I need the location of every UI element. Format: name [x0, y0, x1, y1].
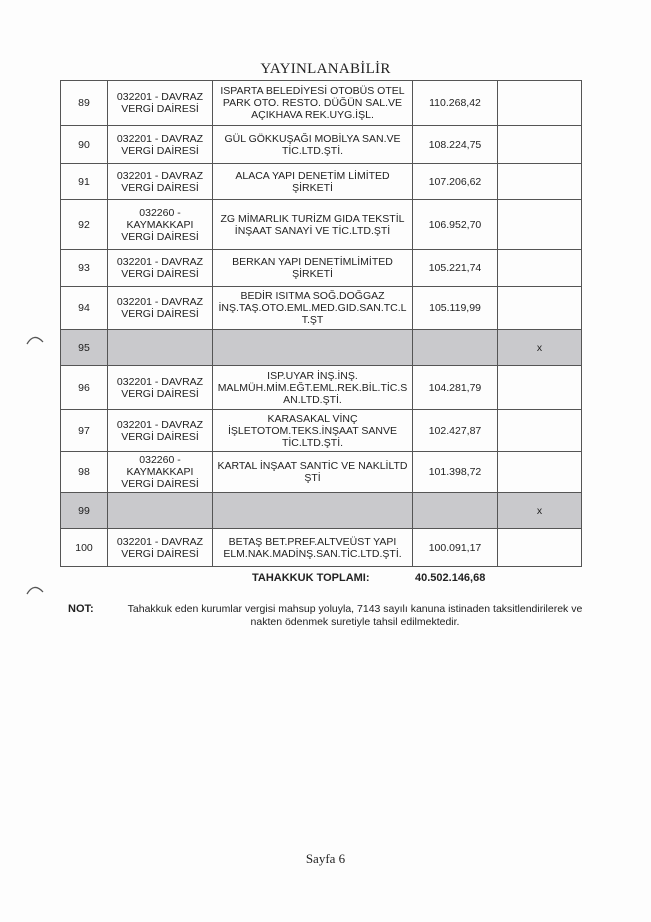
row-number: 96: [61, 366, 108, 410]
mark: x: [498, 493, 582, 529]
company-name: GÜL GÖKKUŞAĞI MOBİLYA SAN.VE TİC.LTD.ŞTİ.: [213, 126, 413, 164]
table-row: [61, 366, 582, 410]
row-number: 89: [61, 81, 108, 126]
total-label: TAHAKKUK TOPLAMI:: [252, 572, 370, 584]
tax-office: 032260 - KAYMAKKAPI VERGİ DAİRESİ: [108, 452, 213, 493]
mark: [498, 452, 582, 493]
note-text: Tahakkuk eden kurumlar vergisi mahsup yoluyla, 7143 sayılı kanuna istinaden taksitlendirilerek ve nakten ödenmek suretiyle tahsil edilmektedir.: [127, 603, 583, 628]
table-row: [61, 529, 582, 567]
table-row: [61, 126, 582, 164]
tax-office: [108, 493, 213, 529]
table-row-excluded: [61, 330, 582, 366]
total-value: 40.502.146,68: [415, 572, 486, 584]
mark: [498, 164, 582, 200]
amount: 105.221,74: [413, 250, 498, 287]
tax-office: 032201 - DAVRAZ VERGİ DAİRESİ: [108, 81, 213, 126]
amount: 110.268,42: [413, 81, 498, 126]
company-name: ISPARTA BELEDİYESİ OTOBÜS OTEL PARK OTO. RESTO. DÜĞÜN SAL.VE AÇIKHAVA REK.UYG.İŞL.: [213, 81, 413, 126]
table-row: [61, 287, 582, 330]
tax-office: 032201 - DAVRAZ VERGİ DAİRESİ: [108, 126, 213, 164]
tax-office: 032260 - KAYMAKKAPI VERGİ DAİRESİ: [108, 200, 213, 250]
table-row: [61, 200, 582, 250]
company-name: ISP.UYAR İNŞ.İNŞ. MALMÜH.MİM.EĞT.EML.REK.BİL.TİC.S AN.LTD.ŞTİ.: [213, 366, 413, 410]
amount: 101.398,72: [413, 452, 498, 493]
company-name: BERKAN YAPI DENETİMLİMİTED ŞİRKETİ: [213, 250, 413, 287]
amount: 106.952,70: [413, 200, 498, 250]
row-number: 92: [61, 200, 108, 250]
row-number: 97: [61, 410, 108, 452]
mark: [498, 200, 582, 250]
company-name: [213, 330, 413, 366]
company-name: [213, 493, 413, 529]
company-name: ZG MİMARLIK TURİZM GIDA TEKSTİL İNŞAAT SANAYİ VE TİC.LTD.ŞTİ: [213, 200, 413, 250]
note-label: NOT:: [68, 603, 94, 615]
company-name: BETAŞ BET.PREF.ALTVEÜST YAPI ELM.NAK.MADİNŞ.SAN.TİC.LTD.ŞTİ.: [213, 529, 413, 567]
tax-office: 032201 - DAVRAZ VERGİ DAİRESİ: [108, 366, 213, 410]
tax-office: [108, 330, 213, 366]
punch-hole-mark-icon: [25, 582, 45, 596]
punch-hole-mark-icon: [25, 332, 45, 346]
mark: [498, 410, 582, 452]
mark: [498, 81, 582, 126]
company-name: KARASAKAL VİNÇ İŞLETOTOM.TEKS.İNŞAAT SANVE TİC.LTD.ŞTİ.: [213, 410, 413, 452]
table-row: [61, 250, 582, 287]
row-number: 95: [61, 330, 108, 366]
mark: x: [498, 330, 582, 366]
mark: [498, 366, 582, 410]
page-number: Sayfa 6: [305, 851, 346, 866]
row-number: 100: [61, 529, 108, 567]
mark: [498, 126, 582, 164]
tax-table: [60, 80, 582, 567]
company-name: BEDİR ISITMA SOĞ.DOĞGAZ İNŞ.TAŞ.OTO.EML.MED.GID.SAN.TC.L T.ŞT: [213, 287, 413, 330]
amount: 100.091,17: [413, 529, 498, 567]
tax-office: 032201 - DAVRAZ VERGİ DAİRESİ: [108, 164, 213, 200]
tax-office: 032201 - DAVRAZ VERGİ DAİRESİ: [108, 410, 213, 452]
amount: 107.206,62: [413, 164, 498, 200]
row-number: 90: [61, 126, 108, 164]
mark: [498, 287, 582, 330]
mark: [498, 250, 582, 287]
tax-office: 032201 - DAVRAZ VERGİ DAİRESİ: [108, 529, 213, 567]
amount: [413, 330, 498, 366]
tax-office: 032201 - DAVRAZ VERGİ DAİRESİ: [108, 287, 213, 330]
company-name: ALACA YAPI DENETİM LİMİTED ŞİRKETİ: [213, 164, 413, 200]
row-number: 91: [61, 164, 108, 200]
row-number: 94: [61, 287, 108, 330]
page-header-title: YAYINLANABİLİR: [260, 61, 391, 77]
mark: [498, 529, 582, 567]
amount: 105.119,99: [413, 287, 498, 330]
amount: [413, 493, 498, 529]
table-row-excluded: [61, 493, 582, 529]
row-number: 98: [61, 452, 108, 493]
amount: 104.281,79: [413, 366, 498, 410]
table-row: [61, 452, 582, 493]
table-row: [61, 410, 582, 452]
row-number: 99: [61, 493, 108, 529]
company-name: KARTAL İNŞAAT SANTİC VE NAKLİLTD ŞTİ: [213, 452, 413, 493]
amount: 102.427,87: [413, 410, 498, 452]
row-number: 93: [61, 250, 108, 287]
table-row: [61, 164, 582, 200]
table-row: [61, 81, 582, 126]
tax-office: 032201 - DAVRAZ VERGİ DAİRESİ: [108, 250, 213, 287]
amount: 108.224,75: [413, 126, 498, 164]
